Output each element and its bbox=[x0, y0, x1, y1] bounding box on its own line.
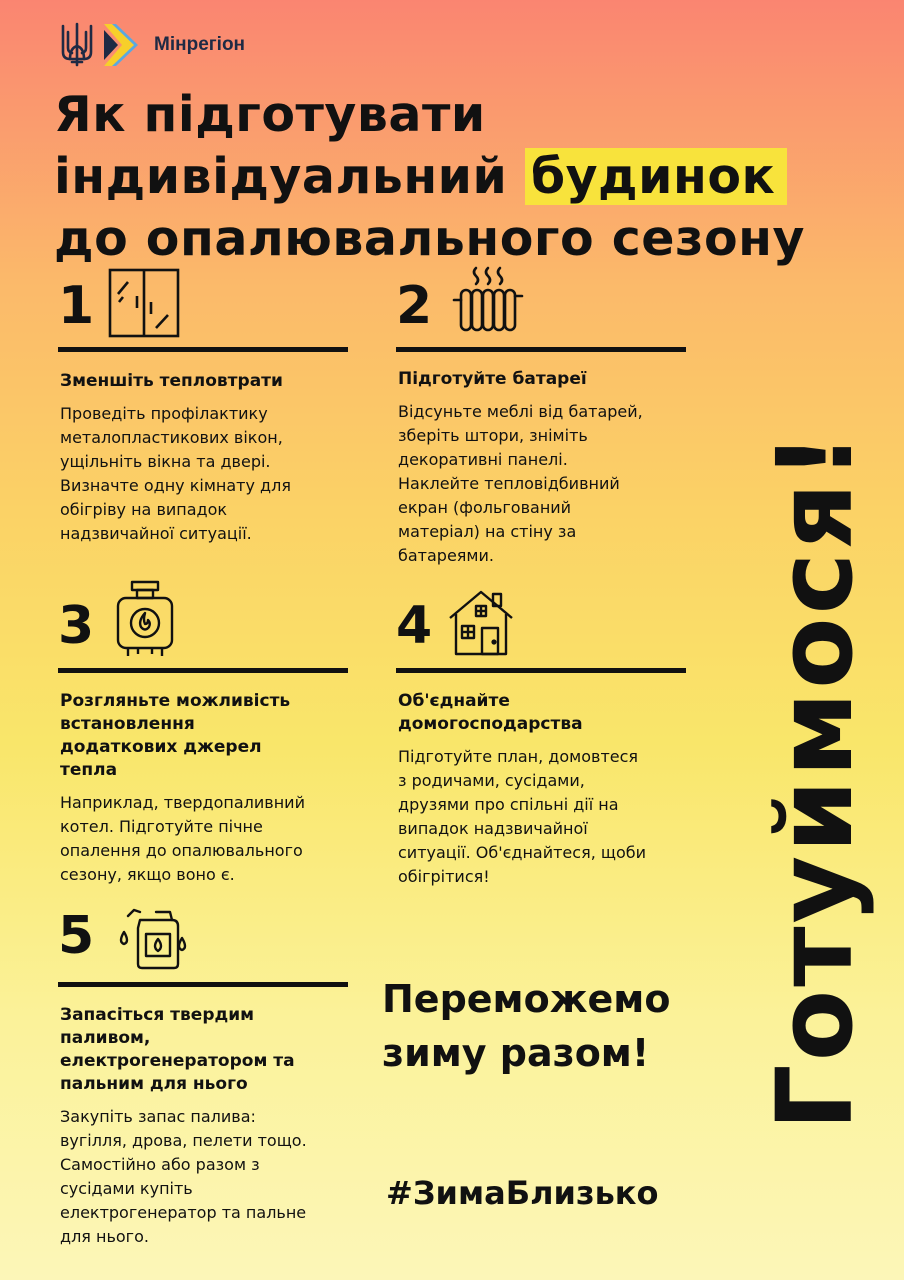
item-2-section bbox=[398, 368, 698, 568]
page-title bbox=[54, 84, 805, 270]
hashtag: #ЗимаБлизько bbox=[386, 1174, 659, 1212]
divider bbox=[58, 668, 348, 673]
divider bbox=[58, 347, 348, 352]
item-4-section bbox=[398, 690, 698, 889]
trident-icon bbox=[60, 22, 94, 68]
boiler-icon bbox=[116, 580, 174, 658]
divider bbox=[396, 347, 686, 352]
item-number-4: 4 bbox=[396, 596, 433, 656]
item-4-heading: Об'єднайте домогосподарства bbox=[398, 691, 583, 734]
item-4-text: Підготуйте план, домовтеся з родичами, сусідами, друзями про спільні дії на випадок надзвичайної ситуації. Об'єднайтеся, щоби обігрітися! bbox=[398, 747, 646, 886]
item-1-text: Проведіть профілактику металопластикових вікон, ущільніть вікна та двері. Визначте одну кімнату для обігріву на випадок надзвичайної ситуації. bbox=[60, 404, 291, 543]
item-number-3: 3 bbox=[58, 596, 95, 656]
title-highlight: будинок bbox=[525, 148, 787, 205]
item-number-2: 2 bbox=[396, 276, 433, 336]
divider bbox=[396, 668, 686, 673]
logo bbox=[60, 22, 245, 68]
item-3-section bbox=[60, 690, 360, 887]
item-3-heading: Розгляньте можливість встановлення додаткових джерел тепла bbox=[60, 691, 291, 780]
item-3-text: Наприклад, твердопаливний котел. Підготуйте пічне опалення до опалювального сезону, якщо воно є. bbox=[60, 793, 305, 884]
item-number-5: 5 bbox=[58, 906, 95, 966]
title-line-3: до опалювального сезону bbox=[54, 210, 805, 267]
radiator-icon bbox=[452, 264, 524, 336]
house-icon bbox=[448, 588, 514, 656]
item-number-1: 1 bbox=[58, 276, 95, 336]
item-5-section bbox=[60, 1004, 380, 1249]
divider bbox=[58, 982, 348, 987]
item-1-section bbox=[60, 370, 360, 546]
vertical-slogan: Готуймося! bbox=[754, 429, 876, 1131]
minregion-chevron-icon bbox=[102, 22, 142, 68]
item-2-text: Відсуньте меблі від батарей, зберіть штори, зніміть декоративні панелі. Наклейте тепловідбивний екран (фольгований матеріал) на стіну за батареями. bbox=[398, 402, 643, 565]
item-2-heading: Підготуйте батареї bbox=[398, 369, 587, 389]
title-line-1: Як підготувати bbox=[54, 86, 486, 143]
fuel-canister-icon bbox=[116, 906, 190, 970]
slogan: Переможемо зиму разом! bbox=[382, 977, 671, 1075]
title-line-2: індивідуальний будинок bbox=[54, 146, 805, 208]
item-1-heading: Зменшіть тепловтрати bbox=[60, 371, 283, 391]
window-icon bbox=[108, 268, 180, 340]
item-5-text: Закупіть запас палива: вугілля, дрова, пелети тощо. Самостійно або разом з сусідами купіть електрогенератор та пальне для нього. bbox=[60, 1107, 307, 1246]
item-5-heading: Запасіться твердим паливом, електрогенератором та пальним для нього bbox=[60, 1005, 295, 1094]
ministry-name: Мінрегіон bbox=[154, 34, 246, 55]
